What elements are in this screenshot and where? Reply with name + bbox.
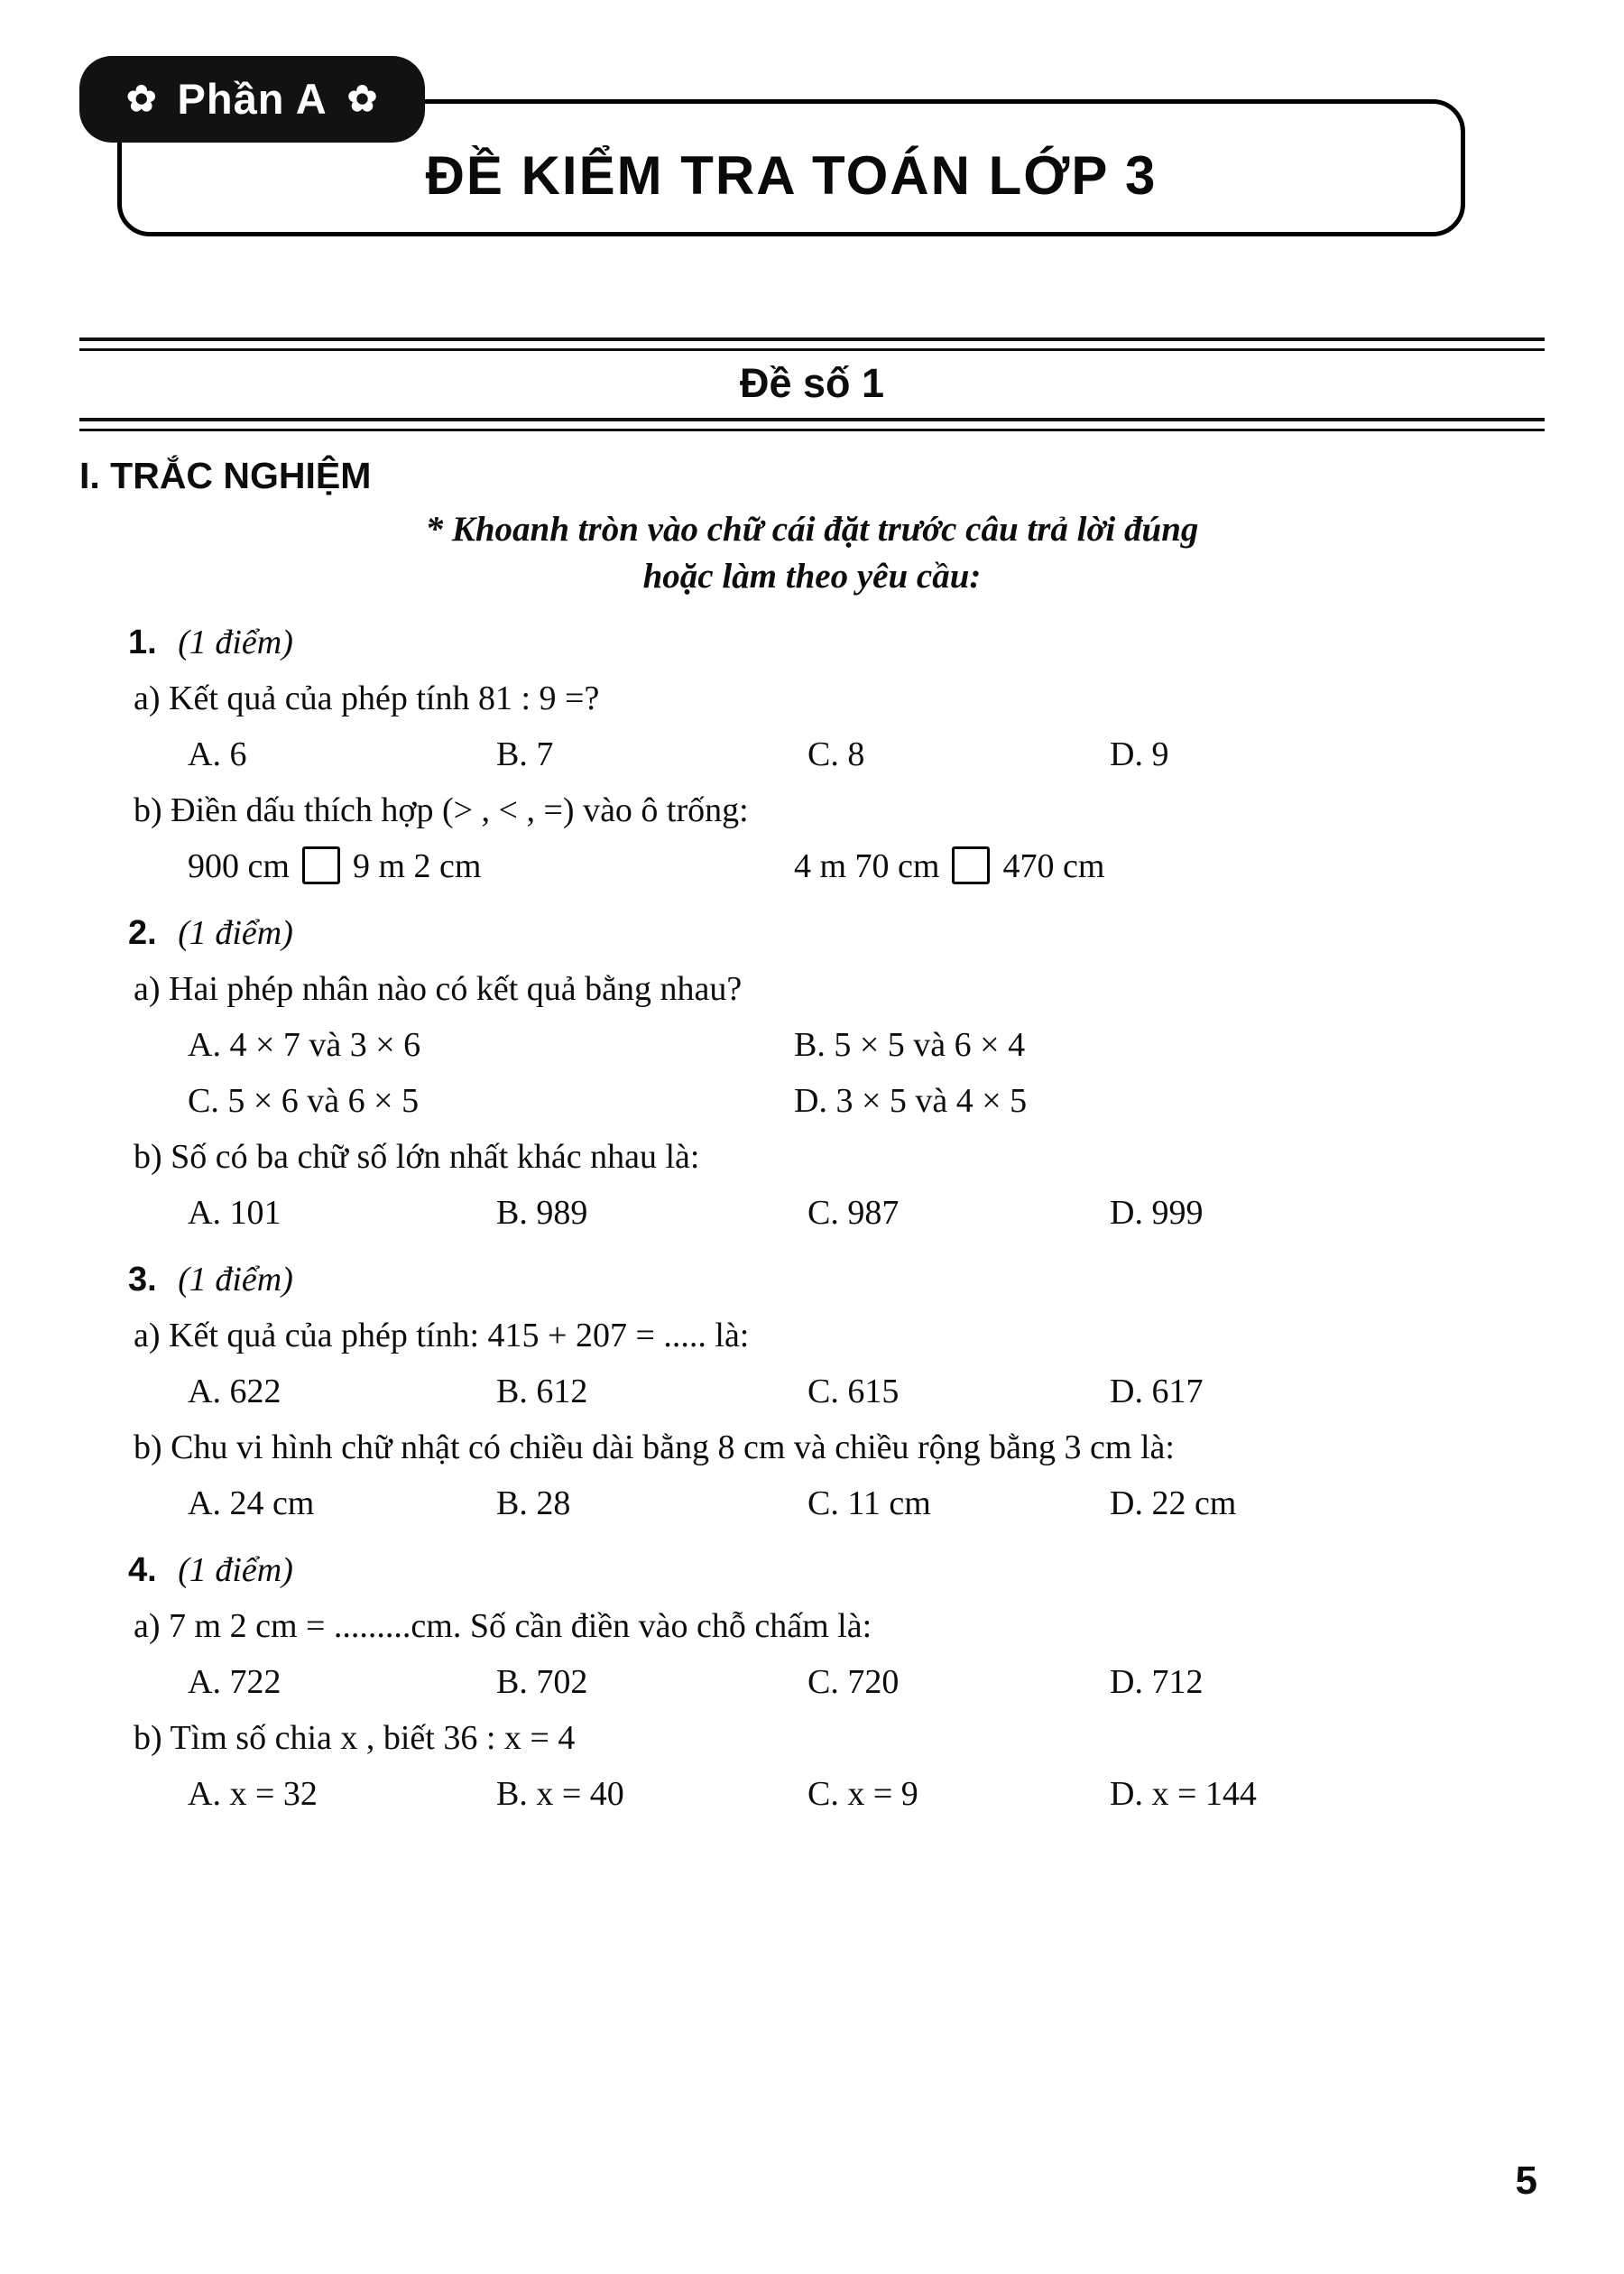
question-number: 4. — [128, 1551, 157, 1589]
question-block — [81, 1252, 1525, 1531]
section-title: Đề số 1 — [739, 360, 885, 406]
question-points: (1 điểm) — [178, 914, 293, 952]
question-number: 3. — [128, 1261, 157, 1299]
flower-icon: ✿ — [126, 79, 158, 119]
answer-option: B. 5 × 5 và 6 × 4 — [794, 1026, 1026, 1064]
comparison-left-text: 4 m 70 cm — [794, 847, 940, 885]
answer-option: D. 22 cm — [1110, 1484, 1237, 1522]
page-number: 5 — [1515, 2158, 1537, 2203]
question-block — [81, 905, 1525, 1241]
comparison-right-text: 470 cm — [1002, 847, 1105, 885]
question-part-prompt: a) Hai phép nhân nào có kết quả bằng nhau? — [134, 970, 743, 1008]
answer-options-row — [81, 726, 1525, 782]
answer-option: D. 712 — [1110, 1663, 1204, 1701]
answer-option: B. x = 40 — [496, 1775, 624, 1813]
question-points: (1 điểm) — [178, 1551, 293, 1589]
question-points: (1 điểm) — [178, 624, 293, 661]
answer-option: D. 999 — [1110, 1194, 1204, 1232]
question-part-prompt: a) Kết quả của phép tính 81 : 9 =? — [134, 679, 600, 717]
answer-options-row — [81, 1766, 1525, 1822]
answer-option: D. 3 × 5 và 4 × 5 — [794, 1082, 1028, 1120]
answer-option: A. 24 cm — [188, 1484, 315, 1522]
answer-option: B. 989 — [496, 1194, 588, 1232]
answer-option: C. 11 cm — [807, 1484, 931, 1522]
answer-option: B. 702 — [496, 1663, 588, 1701]
answer-option: C. 8 — [807, 735, 865, 773]
question-number: 2. — [128, 914, 157, 952]
divider-line — [79, 418, 1545, 421]
exam-title: ĐỀ KIỂM TRA TOÁN LỚP 3 — [425, 144, 1158, 206]
question-part-prompt: b) Chu vi hình chữ nhật có chiều dài bằng 8 cm và chiều rộng bằng 3 cm là: — [134, 1428, 1175, 1466]
question-block — [81, 1542, 1525, 1822]
question-points: (1 điểm) — [178, 1261, 293, 1299]
answer-option: C. 615 — [807, 1373, 900, 1410]
answer-options-row — [81, 1654, 1525, 1710]
answer-option: D. x = 144 — [1110, 1775, 1257, 1813]
question-part-prompt: b) Tìm số chia x , biết 36 : x = 4 — [134, 1719, 576, 1757]
comparison-left-text: 900 cm — [188, 847, 290, 885]
quiz-part-heading: I. TRẮC NGHIỆM — [79, 455, 372, 496]
answer-option: A. 4 × 7 và 3 × 6 — [188, 1026, 421, 1064]
answer-option: C. x = 9 — [807, 1775, 918, 1813]
instruction-line: hoặc làm theo yêu cầu: — [642, 557, 982, 596]
answer-option: A. 622 — [188, 1373, 281, 1410]
flower-icon: ✿ — [346, 79, 379, 119]
instruction-line: * Khoanh tròn vào chữ cái đặt trước câu trả lời đúng — [425, 510, 1199, 549]
answer-option: B. 28 — [496, 1484, 571, 1522]
part-badge — [79, 56, 425, 143]
quiz-instructions — [0, 506, 1624, 600]
comparison-expression — [188, 838, 794, 894]
question-head — [81, 615, 1525, 670]
question-part-prompt: a) 7 m 2 cm = .........cm. Số cần điền vào chỗ chấm là: — [134, 1607, 872, 1645]
answer-box — [302, 846, 340, 884]
answer-options-row — [81, 1185, 1525, 1241]
question-list — [81, 615, 1525, 1822]
answer-options-row — [81, 1475, 1525, 1531]
question-block — [81, 615, 1525, 894]
answer-option: A. x = 32 — [188, 1775, 318, 1813]
question-head — [81, 1542, 1525, 1598]
divider-line — [79, 348, 1545, 351]
divider-line — [79, 337, 1545, 341]
answer-option: B. 612 — [496, 1373, 588, 1410]
divider-line — [79, 429, 1545, 431]
answer-box — [952, 846, 990, 884]
fill-in-row — [81, 838, 1525, 894]
question-part-prompt: b) Điền dấu thích hợp (> , < , =) vào ô trống: — [134, 791, 749, 829]
comparison-expression — [794, 838, 1525, 894]
answer-options-grid — [81, 1017, 1525, 1129]
page-header — [0, 51, 1624, 292]
part-badge-label: Phần A — [177, 75, 328, 123]
section-divider — [79, 337, 1545, 431]
answer-option: D. 617 — [1110, 1373, 1204, 1410]
answer-option: A. 722 — [188, 1663, 281, 1701]
question-part-prompt: a) Kết quả của phép tính: 415 + 207 = ..... là: — [134, 1317, 750, 1354]
question-part-prompt: b) Số có ba chữ số lớn nhất khác nhau là: — [134, 1138, 700, 1176]
comparison-right-text: 9 m 2 cm — [352, 847, 482, 885]
answer-option: C. 987 — [807, 1194, 900, 1232]
question-head — [81, 1252, 1525, 1308]
answer-option: A. 101 — [188, 1194, 281, 1232]
answer-options-row — [81, 1363, 1525, 1419]
question-head — [81, 905, 1525, 961]
answer-option: C. 720 — [807, 1663, 900, 1701]
question-number: 1. — [128, 624, 157, 661]
answer-option: B. 7 — [496, 735, 554, 773]
answer-option: C. 5 × 6 và 6 × 5 — [188, 1082, 420, 1120]
answer-option: A. 6 — [188, 735, 247, 773]
answer-option: D. 9 — [1110, 735, 1169, 773]
